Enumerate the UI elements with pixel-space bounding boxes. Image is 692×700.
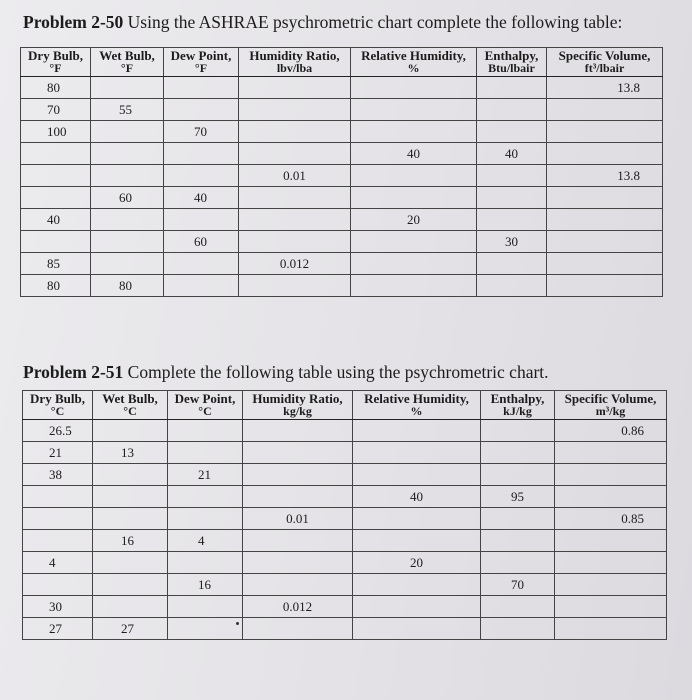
table-cell[interactable] (481, 618, 555, 640)
table-cell[interactable] (243, 618, 353, 640)
column-name: Dew Point, (174, 391, 236, 406)
table-cell[interactable] (93, 574, 168, 596)
column-unit: % (410, 404, 423, 418)
table-cell[interactable] (91, 253, 164, 275)
table-cell[interactable] (351, 77, 477, 99)
table-cell[interactable] (547, 143, 663, 165)
table-cell[interactable] (93, 486, 168, 508)
problem2-header-cell (243, 391, 353, 420)
table-cell[interactable] (21, 143, 91, 165)
column-unit: °C (123, 404, 137, 418)
table-cell[interactable] (164, 275, 239, 297)
table-cell[interactable]: 26.5 (23, 420, 93, 442)
table-cell[interactable] (555, 596, 667, 618)
table-cell[interactable] (547, 231, 663, 253)
table-cell[interactable] (481, 508, 555, 530)
table-row (23, 486, 667, 508)
table-cell[interactable] (555, 530, 667, 552)
table-cell[interactable] (164, 253, 239, 275)
table-cell[interactable] (168, 596, 243, 618)
table-cell[interactable] (168, 552, 243, 574)
table-cell[interactable]: 55 (91, 99, 164, 121)
problem1-header-cell (351, 48, 477, 77)
table-cell[interactable] (353, 420, 481, 442)
table-row (23, 464, 667, 486)
column-name: Wet Bulb, (99, 48, 155, 63)
table-cell[interactable]: 95 (481, 486, 555, 508)
table-cell[interactable] (168, 442, 243, 464)
column-name: Specific Volume, (564, 391, 657, 406)
problem1-header-cell (239, 48, 351, 77)
table-cell[interactable] (168, 420, 243, 442)
problem2-header-cell (555, 391, 667, 420)
column-unit: ft³/lbair (584, 61, 625, 75)
table-cell[interactable] (21, 165, 91, 187)
table-cell[interactable] (547, 253, 663, 275)
table-row (23, 574, 667, 596)
table-cell[interactable] (351, 253, 477, 275)
column-unit: % (407, 61, 420, 75)
table-cell[interactable]: 0.86 (555, 420, 667, 442)
table-cell[interactable] (23, 486, 93, 508)
table-cell[interactable] (164, 209, 239, 231)
table-row (21, 143, 663, 165)
table-cell[interactable] (93, 420, 168, 442)
table-cell[interactable] (243, 486, 353, 508)
table-cell[interactable]: 4 (168, 530, 243, 552)
table-cell[interactable] (547, 275, 663, 297)
table-cell[interactable]: 20 (351, 209, 477, 231)
table-cell[interactable]: 16 (168, 574, 243, 596)
table-cell[interactable] (555, 618, 667, 640)
table-cell[interactable] (477, 77, 547, 99)
table-cell[interactable] (481, 420, 555, 442)
table-cell[interactable] (243, 552, 353, 574)
table-cell[interactable] (477, 99, 547, 121)
table-cell[interactable] (93, 596, 168, 618)
table-cell[interactable] (91, 121, 164, 143)
column-name: Dry Bulb, (30, 391, 85, 406)
problem2-header-row (23, 391, 667, 420)
table-cell[interactable]: 27 (93, 618, 168, 640)
problem1-statement: Using the ASHRAE psychrometric chart complete the following table: (127, 12, 623, 32)
problem2-header-cell (23, 391, 93, 420)
column-unit: kJ/kg (503, 404, 532, 418)
table-cell[interactable] (93, 552, 168, 574)
table-cell[interactable]: 0.012 (239, 253, 351, 275)
table-cell[interactable] (239, 187, 351, 209)
table-cell[interactable] (555, 486, 667, 508)
problem1-header-row (21, 48, 663, 77)
table-cell[interactable]: 30 (477, 231, 547, 253)
table-cell[interactable] (164, 99, 239, 121)
table-cell[interactable] (351, 165, 477, 187)
table-cell[interactable] (351, 121, 477, 143)
table-cell[interactable] (547, 121, 663, 143)
table-cell[interactable]: 0.012 (243, 596, 353, 618)
table-cell[interactable] (555, 574, 667, 596)
table-row (23, 618, 667, 640)
table-cell[interactable]: 0.01 (239, 165, 351, 187)
column-name: Enthalpy, (484, 48, 539, 63)
table-cell[interactable]: 27 (23, 618, 93, 640)
table-cell[interactable] (353, 618, 481, 640)
table-cell[interactable] (243, 442, 353, 464)
table-cell[interactable]: 13 (93, 442, 168, 464)
table-cell[interactable] (239, 121, 351, 143)
table-cell[interactable] (91, 165, 164, 187)
table-cell[interactable] (477, 275, 547, 297)
problem1-number: Problem 2-50 (23, 12, 124, 32)
table-cell[interactable] (353, 596, 481, 618)
table-cell[interactable] (481, 530, 555, 552)
column-unit: °F (120, 61, 134, 75)
table-cell[interactable] (351, 187, 477, 209)
table-cell[interactable] (353, 508, 481, 530)
table-cell[interactable] (168, 618, 243, 640)
table-cell[interactable] (555, 442, 667, 464)
column-unit: °F (49, 61, 62, 75)
table-cell[interactable] (91, 77, 164, 99)
problem2-header-cell (168, 391, 243, 420)
table-cell[interactable] (353, 464, 481, 486)
table-cell[interactable]: 70 (164, 121, 239, 143)
column-name: Humidity Ratio, (252, 391, 343, 406)
table-cell[interactable] (21, 187, 91, 209)
table-cell[interactable] (23, 508, 93, 530)
table-cell[interactable]: 40 (351, 143, 477, 165)
table-cell[interactable] (351, 231, 477, 253)
column-unit: Btu/lbair (488, 61, 535, 75)
table-cell[interactable] (168, 486, 243, 508)
problem1-header-cell (164, 48, 239, 77)
table-cell[interactable]: 70 (481, 574, 555, 596)
problem1-header-cell (21, 48, 91, 77)
column-unit: °F (194, 61, 208, 75)
table-cell[interactable]: 13.8 (547, 165, 663, 187)
problem1-table (20, 47, 663, 297)
table-cell[interactable]: 85 (21, 253, 91, 275)
table-cell[interactable] (477, 121, 547, 143)
table-cell[interactable]: 40 (353, 486, 481, 508)
table-cell[interactable] (555, 552, 667, 574)
table-cell[interactable] (164, 165, 239, 187)
table-cell[interactable]: 80 (21, 77, 91, 99)
table-cell[interactable] (23, 574, 93, 596)
column-name: Humidity Ratio, (249, 48, 340, 63)
table-cell[interactable] (353, 442, 481, 464)
table-cell[interactable]: 40 (21, 209, 91, 231)
column-name: Dry Bulb, (28, 48, 83, 63)
table-cell[interactable] (547, 209, 663, 231)
table-cell[interactable] (243, 464, 353, 486)
problem1-header-cell (477, 48, 547, 77)
table-row (23, 596, 667, 618)
table-cell[interactable] (164, 143, 239, 165)
column-unit: °C (198, 404, 212, 418)
column-unit: kg/kg (283, 404, 312, 418)
problem2-header-cell (93, 391, 168, 420)
table-cell[interactable]: 0.01 (243, 508, 353, 530)
table-cell[interactable] (164, 77, 239, 99)
table-row (23, 552, 667, 574)
column-name: Relative Humidity, (361, 48, 466, 63)
problem2-number: Problem 2-51 (23, 362, 124, 382)
table-cell[interactable]: 13.8 (547, 77, 663, 99)
table-row (21, 121, 663, 143)
table-cell[interactable] (481, 442, 555, 464)
table-row (21, 275, 663, 297)
table-cell[interactable] (23, 530, 93, 552)
table-row (21, 253, 663, 275)
table-cell[interactable] (239, 275, 351, 297)
table-cell[interactable]: 16 (93, 530, 168, 552)
table-cell[interactable] (477, 209, 547, 231)
table-cell[interactable]: 70 (21, 99, 91, 121)
problem1-header-cell (91, 48, 164, 77)
table-cell[interactable] (555, 464, 667, 486)
table-cell[interactable] (93, 464, 168, 486)
table-cell[interactable] (351, 99, 477, 121)
problem2-statement: Complete the following table using the psychrometric chart. (127, 362, 549, 382)
table-cell[interactable]: 40 (164, 187, 239, 209)
table-cell[interactable] (243, 530, 353, 552)
table-cell[interactable] (239, 209, 351, 231)
table-cell[interactable]: 60 (91, 187, 164, 209)
table-row (21, 187, 663, 209)
table-cell[interactable]: 21 (23, 442, 93, 464)
table-cell[interactable] (477, 187, 547, 209)
problem2-header-cell (481, 391, 555, 420)
table-row (23, 442, 667, 464)
table-cell[interactable] (91, 209, 164, 231)
table-cell[interactable] (239, 143, 351, 165)
table-cell[interactable] (239, 99, 351, 121)
table-cell[interactable]: 80 (21, 275, 91, 297)
table-row (21, 99, 663, 121)
table-cell[interactable] (477, 253, 547, 275)
table-row (23, 508, 667, 530)
table-row (21, 209, 663, 231)
column-name: Enthalpy, (490, 391, 545, 406)
table-cell[interactable] (353, 574, 481, 596)
table-cell[interactable] (477, 165, 547, 187)
column-name: Relative Humidity, (364, 391, 469, 406)
table-cell[interactable]: 0.85 (555, 508, 667, 530)
problem1-header-cell (547, 48, 663, 77)
table-cell[interactable] (243, 420, 353, 442)
problem1-heading (23, 12, 622, 32)
table-cell[interactable] (481, 552, 555, 574)
pen-mark (236, 622, 239, 625)
table-cell[interactable]: 38 (23, 464, 93, 486)
table-cell[interactable] (481, 464, 555, 486)
table-cell[interactable] (547, 187, 663, 209)
column-unit: m³/kg (595, 404, 626, 418)
table-cell[interactable] (91, 143, 164, 165)
table-cell[interactable]: 30 (23, 596, 93, 618)
column-name: Dew Point, (170, 48, 232, 63)
table-cell[interactable] (243, 574, 353, 596)
table-cell[interactable] (91, 231, 164, 253)
table-cell[interactable] (481, 596, 555, 618)
table-row (21, 77, 663, 99)
table-cell[interactable] (547, 99, 663, 121)
problem2-header-cell (353, 391, 481, 420)
table-cell[interactable]: 21 (168, 464, 243, 486)
column-name: Wet Bulb, (102, 391, 158, 406)
table-cell[interactable] (351, 275, 477, 297)
table-cell[interactable] (168, 508, 243, 530)
table-cell[interactable]: 80 (91, 275, 164, 297)
table-cell[interactable]: 60 (164, 231, 239, 253)
table-cell[interactable]: 20 (353, 552, 481, 574)
table-row (21, 165, 663, 187)
column-unit: °C (50, 404, 65, 418)
column-name: Specific Volume, (558, 48, 651, 63)
table-cell[interactable] (93, 508, 168, 530)
column-unit: lbv/lba (276, 61, 313, 75)
table-row (23, 420, 667, 442)
table-cell[interactable] (21, 231, 91, 253)
table-cell[interactable] (239, 77, 351, 99)
table-row (21, 231, 663, 253)
table-cell[interactable]: 40 (477, 143, 547, 165)
table-cell[interactable]: 100 (21, 121, 91, 143)
table-cell[interactable] (239, 231, 351, 253)
problem2-table (22, 390, 667, 640)
problem2-heading (23, 362, 549, 382)
table-cell[interactable] (353, 530, 481, 552)
table-row (23, 530, 667, 552)
table-cell[interactable]: 4 (23, 552, 93, 574)
